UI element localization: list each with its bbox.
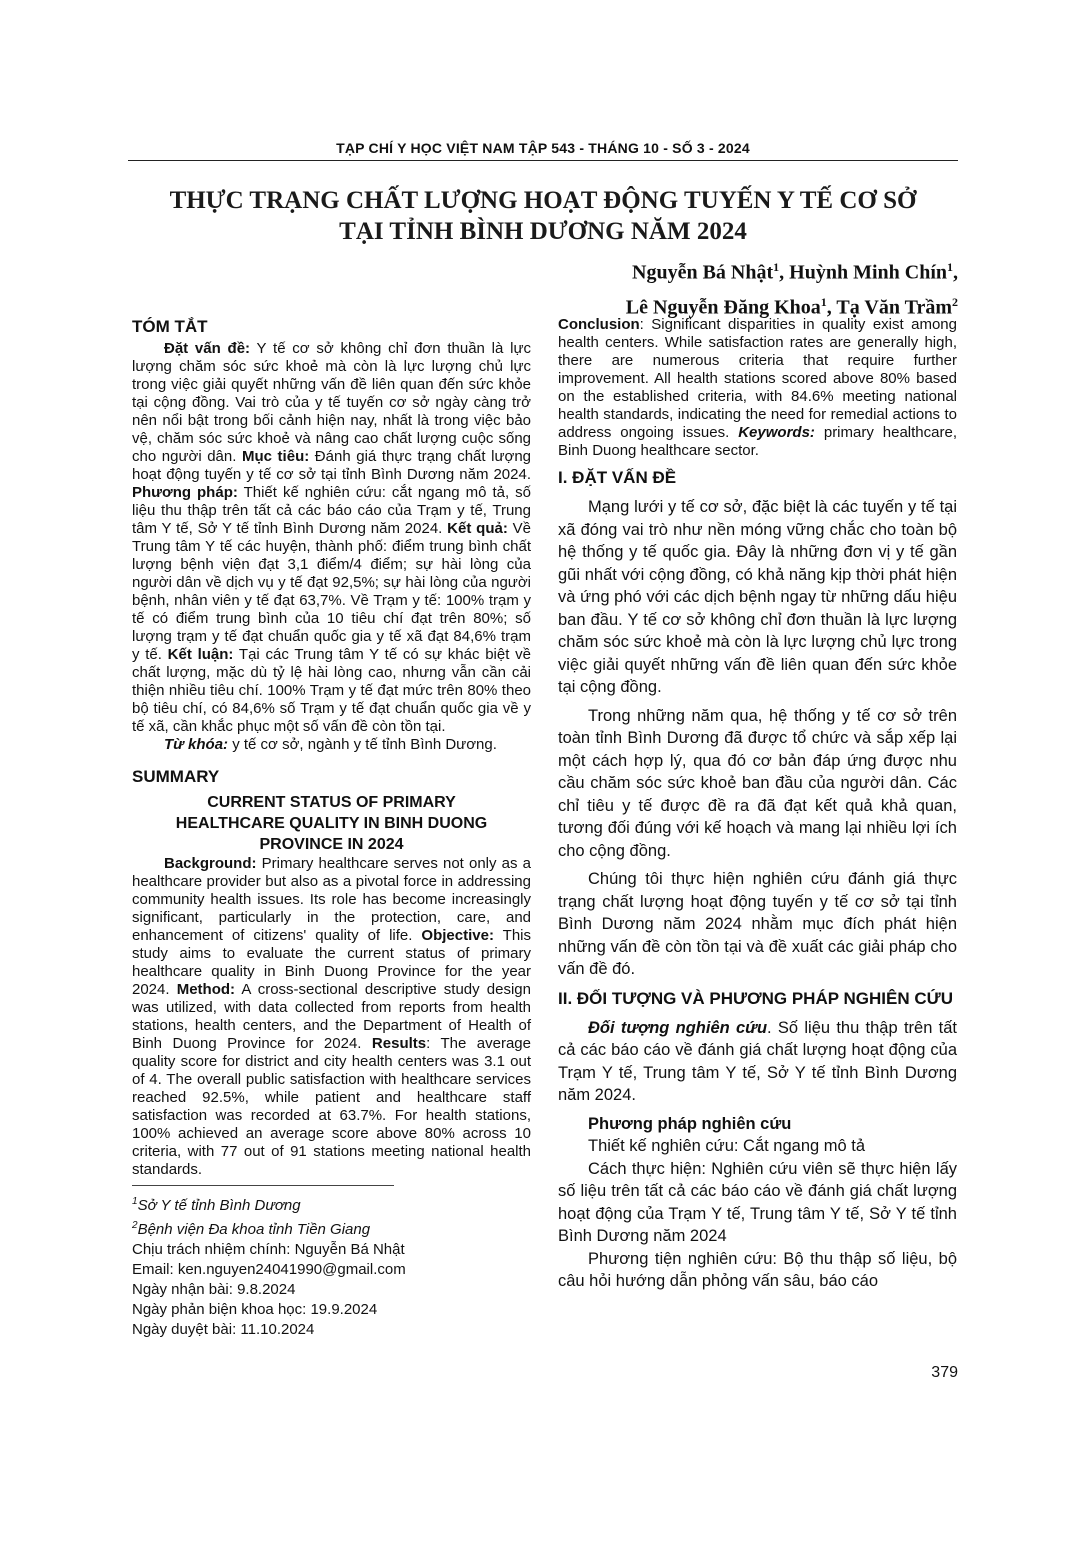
text: Primary healthcare serves not only as a healthcare provider but also as a pivotal force in addressing community health issues. Its role has become increasingly significant, particularly in the protection, care, and enhancement of citizens' quality of life. [132,855,531,944]
text: Tại các Trung tâm Y tế có sự khác biệt về chất lượng, mặc dù tỷ lệ hài lòng cao, nhưng vẫn cần cải thiện nhiều tiêu chí. 100% Trạm y tế đạt mức trên 80% theo bộ tiêu chí, có 84,6% số Trạm y tế đạt chuẩn quốc gia về y tế xã, cần khắc phục một số vấn đề còn tồn tại. [132,646,531,735]
authors [358,253,958,322]
author-name: Huỳnh Minh Chín [789,261,947,284]
label: Objective: [412,927,494,944]
affiliation-mark: 1 [132,1196,138,1207]
paragraph: Chúng tôi thực hiện nghiên cứu đánh giá thực trạng chất lượng hoạt động tuyến y tế cơ sở tại tỉnh Bình Dương năm 2024 nhằm mục đích phát hiện những vấn đề còn tồn tại và đề xuất các giải pháp cho vấn đề đó. [558,870,957,978]
email: Email: ken.nguyen24041990@gmail.com [132,1261,406,1278]
text: primary healthcare, Binh Duong healthcare sector. [558,424,957,459]
text: : Significant disparities in quality exist among health centers. While satisfaction rates are generally high, there are numerous criteria that require further improvement. All health stations scored above 80% based on the established criteria, with 84.6% meeting national health standards, indicating the need for remedial actions to address ongoing issues. [558,316,957,441]
text: Về Trung tâm Y tế các huyện, thành phố: điểm trung bình chất lượng bệnh viện đạt 3,1 điểm/4 điểm; sự hài lòng của người dân về dịch vụ y tế đạt 92,5%; sự hài lòng của người bệnh, nhân viên y tế đạt 63,7%. Về Trạm y tế: 100% trạm y tế có điểm trung bình của 10 tiêu chí đạt trên 80%; số lượng trạm y tế đạt chuẩn quốc gia y tế xã đạt 84,6% trạm y tế. [132,520,531,663]
summary-body-right [558,316,957,460]
affiliation-mark: 2 [132,1220,138,1231]
abstract-vi-heading: TÓM TẮT [132,317,208,336]
summary-title-line: PROVINCE IN 2024 [259,836,404,853]
affiliation-mark: 1 [773,260,780,274]
text: Thiết kế nghiên cứu: cắt ngang mô tả, số liệu thu thập trên tất cả các báo cáo của Trạm y tế, Trung tâm Y tế, Sở Y tế tỉnh Bình Dương năm 2024. [132,484,531,537]
summary-heading: SUMMARY [132,767,220,786]
text: : The average quality score for district and city health centers was 3.1 out of 4. The overall public satisfaction with healthcare services reached 92.5%, while patient and healthcare staff satisfaction was recorded at 63.7%. For health stations, 100% achieved an average score above 80% across 10 criteria, with 77 out of 91 stations meeting national health standards. [132,1035,531,1178]
label: Kết quả: [442,520,508,537]
title-line-1: THỰC TRẠNG CHẤT LƯỢNG HOẠT ĐỘNG TUYẾN Y TẾ CƠ SỞ [169,187,917,214]
right-column [558,316,957,1293]
article-title [128,185,958,247]
affiliation-2 [132,1216,532,1240]
summary-body-left [132,855,531,1179]
text: y tế cơ sở, ngành y tế tỉnh Bình Dương. [228,736,497,753]
affiliation-1 [132,1192,532,1216]
author-separator: , [779,261,790,284]
text: This study aims to evaluate the current status of primary healthcare quality in Binh Duong Province for the year 2024. [132,927,532,998]
label: Method: [169,981,236,998]
author-separator: , [953,261,958,284]
paragraph: Cách thực hiện: Nghiên cứu viên sẽ thực hiện lấy số liệu trên tất cả các báo cáo về đánh giá chất lượng hoạt động của Trạm Y tế, Trung tâm Y tế, Sở Y tế tỉnh Bình Dương năm 2024 [558,1159,957,1245]
summary-title-line: HEALTHCARE QUALITY IN BINH DUONG [175,815,488,832]
reviewed-date: Ngày phản biện khoa học: 19.9.2024 [132,1301,378,1318]
corresponding-author: Chịu trách nhiệm chính: Nguyễn Bá Nhật [132,1241,405,1258]
journal-header: TẠP CHÍ Y HỌC VIỆT NAM TẬP 543 - THÁNG 10 - SỐ 3 - 2024 [336,140,750,156]
paragraph: Thiết kế nghiên cứu: Cắt ngang mô tả [588,1137,866,1155]
section-2-heading: II. ĐỐI TƯỢNG VÀ PHƯƠNG PHÁP NGHIÊN CỨU [558,988,953,1008]
author-name: Nguyễn Bá Nhật [632,261,774,284]
label: Đặt vấn đề: [164,340,251,357]
author-separator: , [826,296,837,319]
footnote-rule [132,1185,394,1186]
subsection-heading: Phương pháp nghiên cứu [588,1114,792,1133]
author-name: Lê Nguyễn Đăng Khoa [625,296,821,319]
paragraph: Phương tiện nghiên cứu: Bộ thu thập số liệu, bộ câu hỏi hướng dẫn phỏng vấn sâu, báo cáo [558,1249,957,1290]
abstract-vi-body [132,340,531,736]
affiliation-mark: 1 [820,294,827,309]
page-number: 379 [931,1364,958,1381]
label: Keywords: [729,424,815,441]
label: Đối tượng nghiên cứu [588,1018,768,1037]
header-rule [128,160,958,161]
text: A cross-sectional descriptive study design was utilized, with data collected from reports from health stations, health centers, and the Department of Health of Binh Duong Province for 2024. [132,981,531,1052]
text: Bệnh viện Đa khoa tỉnh Tiền Giang [137,1221,371,1238]
section-1-heading: I. ĐẶT VẤN ĐỀ [558,468,677,487]
paragraph: Trong những năm qua, hệ thống y tế cơ sở trên toàn tỉnh Bình Dương đã được tổ chức và sắp xếp lại một cách hợp lý, qua đó cơ bản đáp ứng được nhu cầu chăm sóc sức khoẻ ban đầu của người dân. Các chỉ tiêu y tế được đề ra đã đạt kết quả khả quan, tương đối đúng với kế hoạch và mang lại nhiều lợi ích cho cộng đồng. [558,706,957,860]
author-name: Tạ Văn Trầm [836,296,952,319]
label: Kết luận: [161,646,234,663]
text: Y tế cơ sở không chỉ đơn thuần là lực lượng chăm sóc sức khoẻ mà còn là lực lượng chủ lực trong việc giải quyết những vấn đề liên quan đến sức khỏe tại cộng đồng. Vai trò của y tế tuyến cơ sở ngày càng trở nên nổi bật trong bối cảnh hiện nay, nhất là trong việc bảo vệ, chăm sóc sức khoẻ và nâng cao chất lượng cuộc sống cho người dân. [132,340,531,465]
summary-title-line: CURRENT STATUS OF PRIMARY [207,794,456,811]
label: Mục tiêu: [236,448,310,465]
summary-title [132,792,531,855]
affiliation-mark: 1 [947,260,953,274]
text: Sở Y tế tỉnh Bình Dương [137,1197,301,1214]
left-column [132,316,531,1179]
title-line-2: TẠI TỈNH BÌNH DƯƠNG NĂM 2024 [339,218,747,245]
text: Đánh giá thực trạng chất lượng hoạt động tuyến y tế cơ sở tại tỉnh Bình Dương năm 2024. [132,448,532,483]
text: . Số liệu thu thập trên tất cả các báo cáo về đánh giá chất lượng hoạt động của Trạm Y tế, Trung tâm Y tế, Sở Y tế tỉnh Bình Dương năm 2024. [558,1018,957,1104]
footnotes [132,1192,532,1340]
label: Từ khóa: [164,736,229,753]
abstract-vi-keywords [132,736,531,754]
affiliation-mark: 2 [952,294,958,309]
received-date: Ngày nhận bài: 9.8.2024 [132,1281,296,1298]
label: Background: [164,855,257,872]
label: Conclusion [558,316,640,333]
paragraph [558,1017,957,1107]
authors-line-1 [358,253,958,288]
paragraph: Mạng lưới y tế cơ sở, đặc biệt là các tuyến y tế tại xã đóng vai trò như nền móng vững chắc cho toàn bộ hệ thống y tế quốc gia. Đây là những đơn vị y tế gần gũi nhất với cộng đồng, có khả năng kịp thời phát hiện và ứng phó với các dịch bệnh ngay từ những dấu hiệu ban đầu. Y tế cơ sở không chỉ đơn thuần là lực lượng chăm sóc sức khoẻ mà còn là lực lượng chủ lực trong việc giải quyết những vấn đề liên quan đến sức khỏe tại cộng đồng. [558,498,957,696]
accepted-date: Ngày duyệt bài: 11.10.2024 [132,1321,315,1338]
label: Phương pháp: [132,484,238,501]
label: Results [361,1035,427,1052]
